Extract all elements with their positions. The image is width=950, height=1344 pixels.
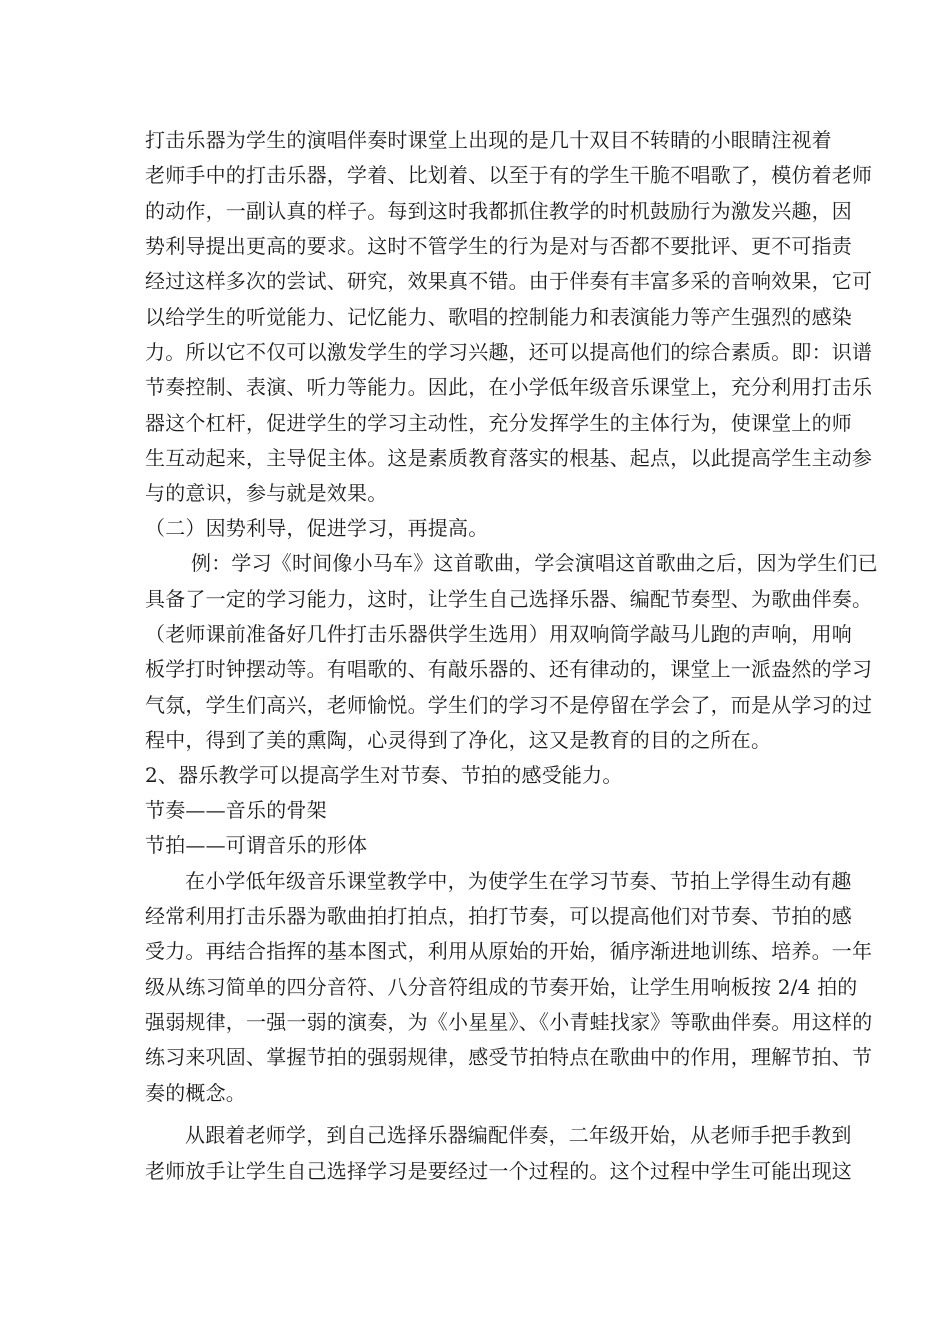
text-line: 具备了一定的学习能力，这时，让学生自己选择乐器、编配节奏型、为歌曲伴奏。 <box>145 587 873 611</box>
text-line: 以给学生的听觉能力、记忆能力、歌唱的控制能力和表演能力等产生强烈的感染 <box>145 305 852 329</box>
text-line: 气氛，学生们高兴，老师愉悦。学生们的学习不是停留在学会了，而是从学习的过 <box>145 693 873 717</box>
text-line: 强弱规律，一强一弱的演奏，为《小星星》、《小青蛙找家》等歌曲伴奏。用这样的 <box>145 1010 873 1034</box>
text-line: 老师放手让学生自己选择学习是要经过一个过程的。这个过程中学生可能出现这 <box>145 1159 852 1183</box>
text-line: 板学打时钟摆动等。有唱歌的、有敲乐器的、还有律动的，课堂上一派盎然的学习 <box>145 657 873 681</box>
text-line: 生互动起来，主导促主体。这是素质教育落实的根基、起点，以此提高学生主动参 <box>145 446 873 470</box>
section-heading: （二）因势利导，促进学习，再提高。 <box>145 516 489 540</box>
text-line: 与的意识，参与就是效果。 <box>145 481 388 505</box>
text-line: 节拍——可谓音乐的形体 <box>145 833 368 857</box>
text-line: 器这个杠杆，促进学生的学习主动性，充分发挥学生的主体行为，使课堂上的师 <box>145 411 852 435</box>
text-line: 奏的概念。 <box>145 1081 246 1105</box>
text-line: 节奏——音乐的骨架 <box>145 798 327 822</box>
text-line: 例：学习《时间像小马车》这首歌曲，学会演唱这首歌曲之后，因为学生们已 <box>191 551 878 575</box>
text-line: 的动作，一副认真的样子。每到这时我都抓住教学的时机鼓励行为激发兴趣，因 <box>145 199 852 223</box>
text-line: 节奏控制、表演、听力等能力。因此，在小学低年级音乐课堂上，充分利用打击乐 <box>145 375 873 399</box>
text-line: 程中，得到了美的熏陶，心灵得到了净化，这又是教育的目的之所在。 <box>145 728 772 752</box>
text-line: 级从练习简单的四分音符、八分音符组成的节奏开始，让学生用响板按 2/4 拍的 <box>145 975 858 999</box>
text-line: 受力。再结合指挥的基本图式，利用从原始的开始，循序渐进地训练、培养。一年 <box>145 939 873 963</box>
text-line: 老师手中的打击乐器，学着、比划着、以至于有的学生干脆不唱歌了，模仿着老师 <box>145 163 873 187</box>
text-line: 势利导提出更高的要求。这时不管学生的行为是对与否都不要批评、更不可指责 <box>145 234 852 258</box>
text-line: 练习来巩固、掌握节拍的强弱规律，感受节拍特点在歌曲中的作用，理解节拍、节 <box>145 1045 873 1069</box>
text-line: 力。所以它不仅可以激发学生的学习兴趣，还可以提高他们的综合素质。即：识谱 <box>145 340 873 364</box>
section-heading: 2、器乐教学可以提高学生对节奏、节拍的感受能力。 <box>145 763 623 787</box>
text-line: （老师课前准备好几件打击乐器供学生选用）用双响筒学敲马儿跑的声响，用响 <box>145 622 852 646</box>
text-line: 从跟着老师学，到自己选择乐器编配伴奏，二年级开始，从老师手把手教到 <box>185 1123 852 1147</box>
text-line: 在小学低年级音乐课堂教学中，为使学生在学习节奏、节拍上学得生动有趣 <box>185 869 852 893</box>
text-line: 打击乐器为学生的演唱伴奏时课堂上出现的是几十双目不转睛的小眼睛注视着 <box>145 128 832 152</box>
text-line: 经常利用打击乐器为歌曲拍打拍点，拍打节奏，可以提高他们对节奏、节拍的感 <box>145 904 852 928</box>
text-line: 经过这样多次的尝试、研究，效果真不错。由于伴奏有丰富多采的音响效果，它可 <box>145 269 873 293</box>
